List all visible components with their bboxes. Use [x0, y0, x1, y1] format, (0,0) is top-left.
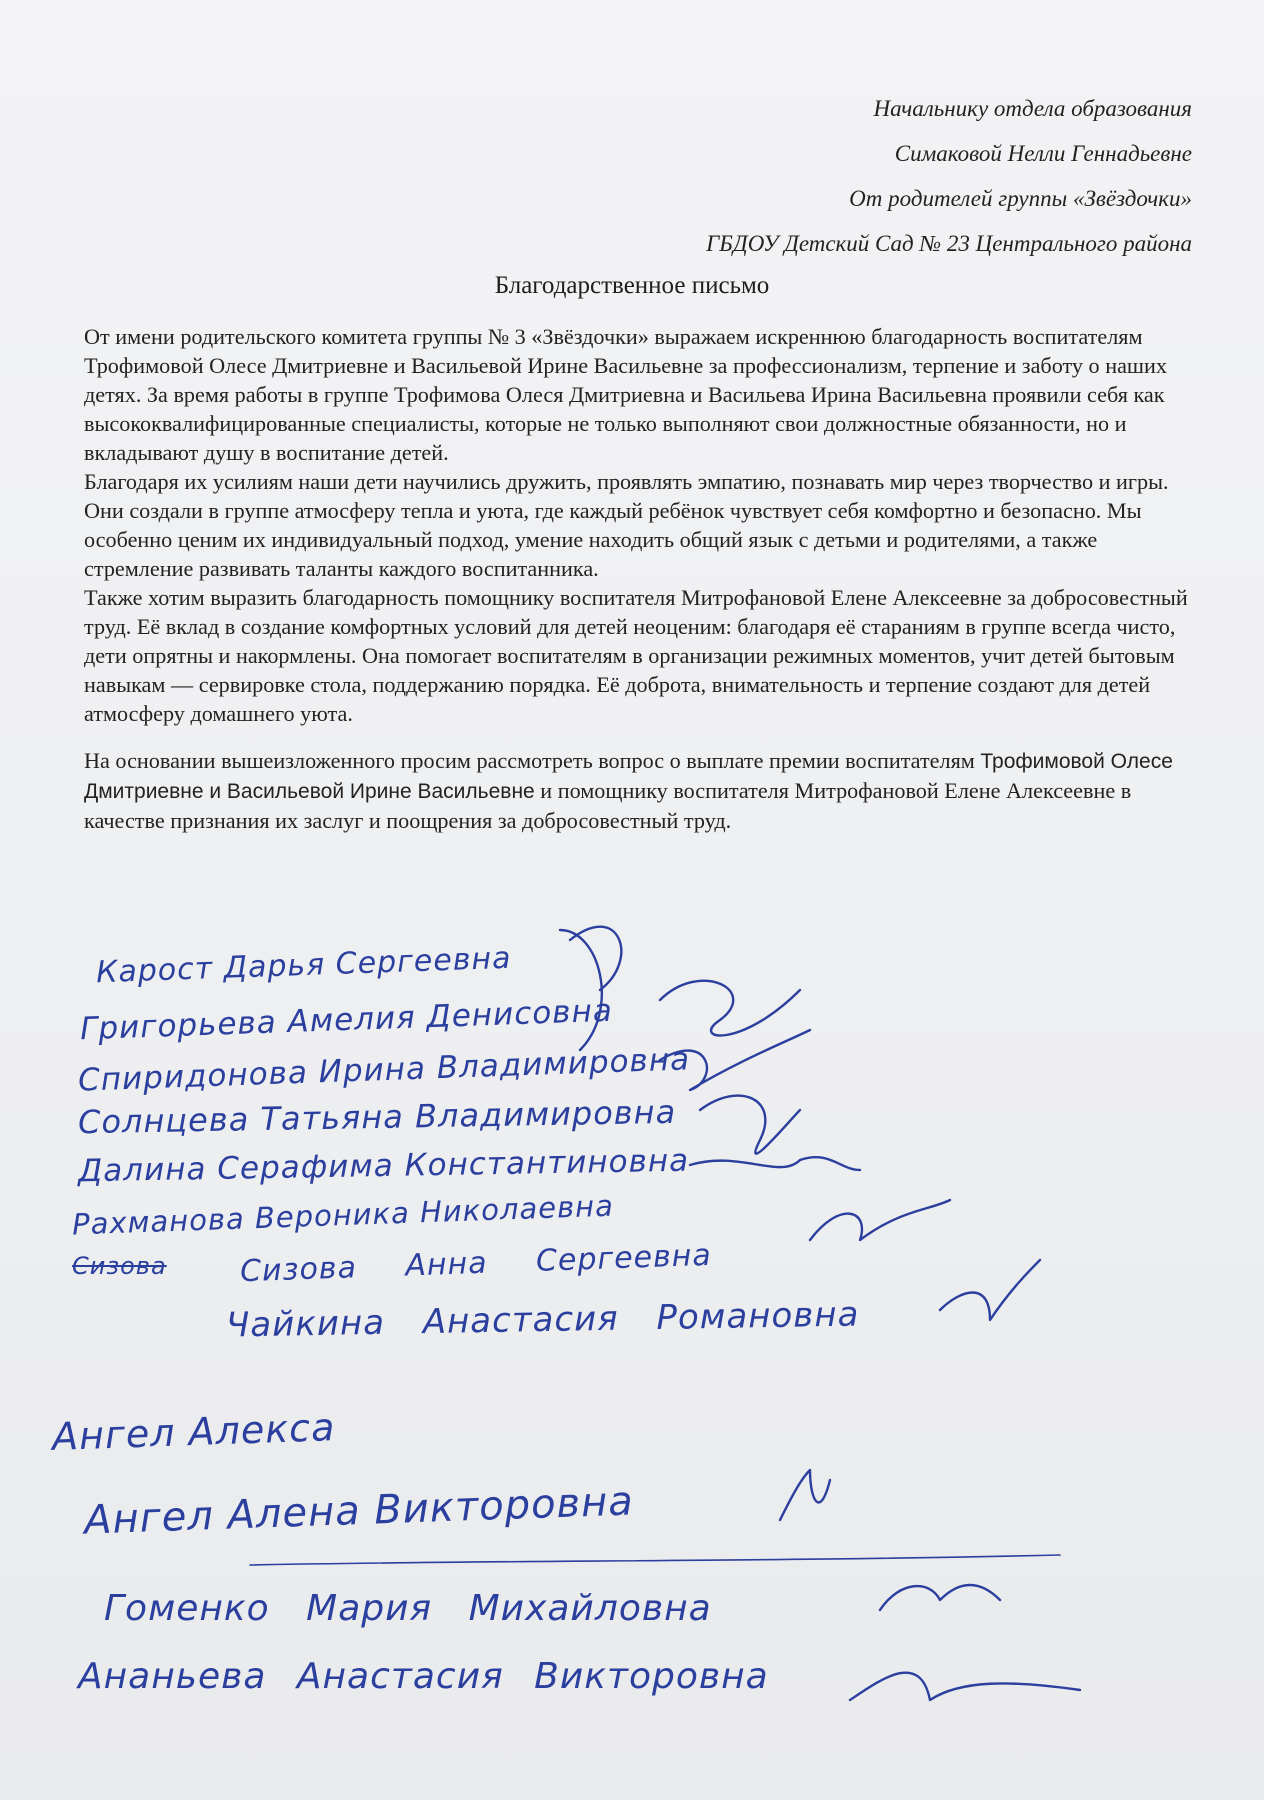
- signature-name: Гоменко Мария Михайловна: [104, 1588, 712, 1629]
- paragraph-1: От имени родительского комитета группы № 3 «Звёздочки» выражаем искреннюю благодарность воспитателям Трофимовой Олесе Дмитриевне и Васильевой Ирине Васильевне за профессионализм, терпение и заботу о наших детях. За время работы в группе Трофимова Олеся Дмитриевна и Васильева Ирина Васильевна проявили себя как высококвалифицированные специалисты, которые не только выполняют свои должностные обязанности, но и вкладывают душу в воспитание детей.: [84, 324, 1167, 465]
- addressee-position: Начальнику отдела образования: [873, 96, 1192, 121]
- addressee-name: Симаковой Нелли Геннадьевне: [894, 141, 1192, 166]
- signature-crossed-out: Сизова: [72, 1252, 167, 1280]
- sender-line: От родителей группы «Звёздочки»: [849, 186, 1192, 211]
- signature-name: Григорьева Амелия Денисовна: [79, 992, 614, 1048]
- signature-name: Ангел Алекса: [51, 1405, 337, 1459]
- paragraph-4-end: и помощнику воспитателя Митрофановой Елене Алексеевне в качестве признания их заслуг и поощрения за добросовестный труд.: [84, 778, 1132, 833]
- signature-name: Спиридонова Ирина Владимировна: [77, 1041, 691, 1099]
- signature-name: Ананьева Анастасия Викторовна: [78, 1656, 769, 1697]
- letter-title: Благодарственное письмо: [494, 272, 770, 299]
- signature-name: Солнцева Татьяна Владимировна: [77, 1092, 677, 1142]
- paragraph-4-start: На основании вышеизложенного просим рассмотреть вопрос о выплате премии воспитателям: [84, 748, 975, 773]
- paragraph-2: Благодаря их усилиям наши дети научились дружить, проявлять эмпатию, познавать мир через творчество и игры. Они создали в группе атмосферу тепла и уюта, где каждый ребёнок чувствует себя комфортно и безопасно. Мы особенно ценим их индивидуальный подход, умение находить общий язык с детьми и родителями, а также стремление развивать таланты каждого воспитанника.: [84, 469, 1169, 581]
- signature-name: Сизова Анна Сергеевна: [239, 1237, 713, 1290]
- institution-line: ГБДОУ Детский Сад № 23 Центрального района: [706, 231, 1192, 256]
- signature-name: Рахманова Вероника Николаевна: [71, 1188, 615, 1242]
- paragraph-3: Также хотим выразить благодарность помощнику воспитателя Митрофановой Елене Алексеевне за добросовестный труд. Её вклад в создание комфортных условий для детей неоценим: благодаря её стараниям в группе всегда чисто, дети опрятны и накормлены. Она помогает воспитателям в организации режимных моментов, учит детей бытовым навыкам — сервировке стола, поддержанию порядка. Её доброта, внимательность и терпение создают для детей атмосферу домашнего уюта.: [84, 585, 1188, 726]
- signature-name: Далина Серафима Константиновна: [77, 1142, 690, 1190]
- paragraph-4-names: Трофимовой Олесе Дмитриевне и Васильевой Ирине Васильевне: [84, 750, 1173, 803]
- signature-name: Ангел Алена Викторовна: [83, 1478, 635, 1544]
- signature-name: Чайкина Анастасия Романовна: [225, 1294, 860, 1346]
- signature-name: Карост Дарья Сергеевна: [95, 940, 512, 991]
